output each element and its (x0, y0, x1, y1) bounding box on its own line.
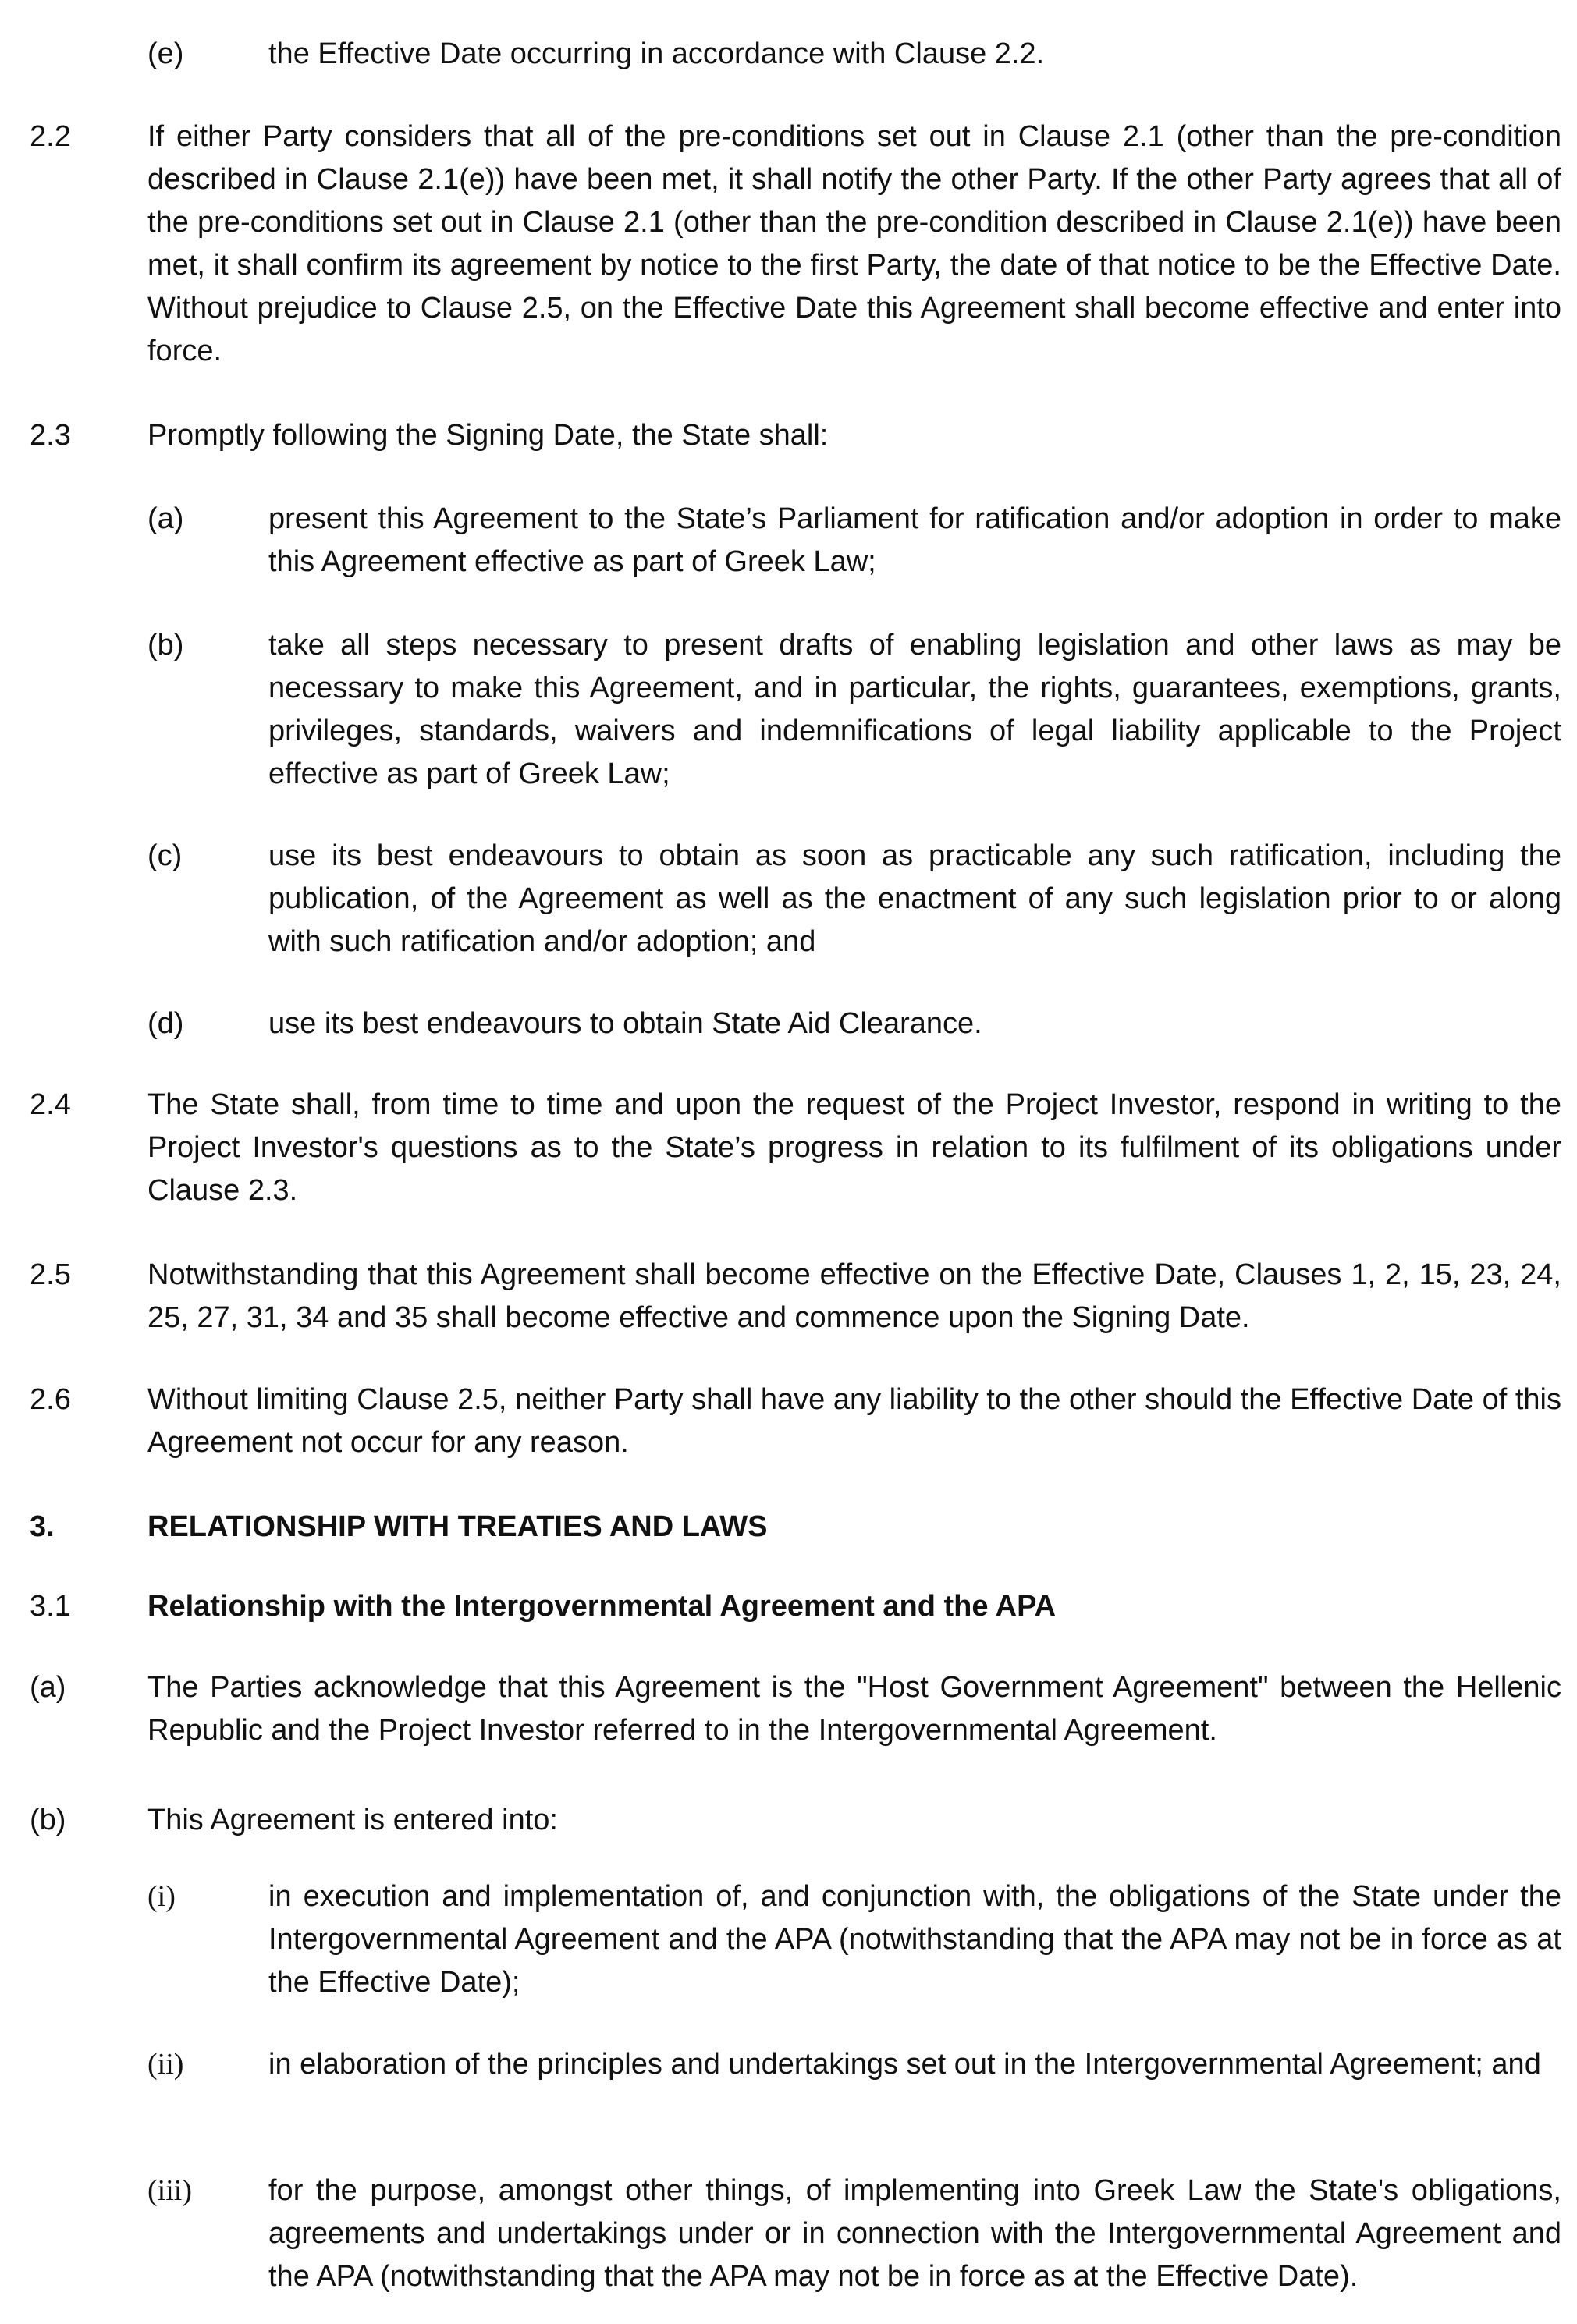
clause-label: (c) (147, 839, 183, 872)
section-number: 3. (30, 1510, 55, 1543)
clause-label: (iii) (147, 2174, 192, 2207)
clause-text: This Agreement is entered into: (147, 1804, 558, 1836)
clause-text: Notwithstanding that this Agreement shall become effective on the Effective Date, Clauses 1, 2, 15, 23, 24, 25, 27, 31, 34 and 35 shall become effective and commence upon the Signing Date. (147, 1258, 1561, 1334)
clause-label: 2.6 (30, 1383, 71, 1416)
clause-text: take all steps necessary to present drafts of enabling legislation and other laws as may be necessary to make this Agreement, and in particular, the rights, guarantees, exemptions, grants, privileges, standards, waivers and indemnifications of legal liability applicable to the Project effective as part of Greek Law; (268, 629, 1561, 790)
clause-label: 2.3 (30, 419, 71, 452)
clause-label: (d) (147, 1007, 184, 1040)
clause-label: (e) (147, 37, 184, 70)
clause-label: 2.5 (30, 1258, 71, 1291)
clause-label: 2.2 (30, 120, 71, 153)
clause-label: (b) (30, 1804, 66, 1836)
clause-label: 2.4 (30, 1088, 71, 1121)
clause-text: Without limiting Clause 2.5, neither Party shall have any liability to the other should the Effective Date of this Agreement not occur for any reason. (147, 1383, 1561, 1459)
clause-label: (ii) (147, 2048, 184, 2081)
clause-text: use its best endeavours to obtain State Aid Clearance. (268, 1007, 982, 1040)
clause-label: (a) (147, 502, 184, 535)
clause-text: Promptly following the Signing Date, the State shall: (147, 419, 829, 452)
clause-text: the Effective Date occurring in accordance with Clause 2.2. (268, 37, 1045, 70)
clause-text: If either Party considers that all of the pre-conditions set out in Clause 2.1 (other than the pre-condition described in Clause 2.1(e)) have been met, it shall notify the other Party. If the other Party agrees that all of the pre-conditions set out in Clause 2.1 (other than the pre-condition described in Clause 2.1(e)) have been met, it shall confirm its agreement by notice to the first Party, the date of that notice to be the Effective Date. Without prejudice to Clause 2.5, on the Effective Date this Agreement shall become effective and enter into force. (147, 120, 1561, 367)
clause-text: use its best endeavours to obtain as soon as practicable any such ratification, including the publication, of the Agreement as well as the enactment of any such legislation prior to or along with such ratification and/or adoption; and (268, 839, 1561, 958)
clause-text: The State shall, from time to time and upon the request of the Project Investor, respond in writing to the Project Investor's questions as to the State’s progress in relation to its fulfilment of its obligations under Clause 2.3. (147, 1088, 1561, 1207)
clause-text: present this Agreement to the State’s Parliament for ratification and/or adoption in order to make this Agreement effective as part of Greek Law; (268, 502, 1561, 578)
clause-label: (b) (147, 629, 184, 662)
clause-label: (i) (147, 1880, 176, 1913)
clause-text: in execution and implementation of, and conjunction with, the obligations of the State under the Intergovernmental Agreement and the APA (notwithstanding that the APA may not be in force as at the Effective Date); (268, 1880, 1561, 1999)
subsection-title: Relationship with the Intergovernmental Agreement and the APA (147, 1590, 1057, 1623)
clause-text: The Parties acknowledge that this Agreement is the "Host Government Agreement" between the Hellenic Republic and the Project Investor referred to in the Intergovernmental Agreement. (147, 1671, 1561, 1747)
clause-text: for the purpose, amongst other things, of implementing into Greek Law the State's obligations, agreements and undertakings under or in connection with the Intergovernmental Agreement and the APA (notwithstanding that the APA may not be in force as at the Effective Date). (268, 2174, 1561, 2293)
section-title: RELATIONSHIP WITH TREATIES AND LAWS (147, 1510, 768, 1543)
clause-text: in elaboration of the principles and undertakings set out in the Intergovernmental Agreement; and (268, 2048, 1541, 2081)
clause-label: 3.1 (30, 1590, 71, 1623)
clause-label: (a) (30, 1671, 66, 1704)
